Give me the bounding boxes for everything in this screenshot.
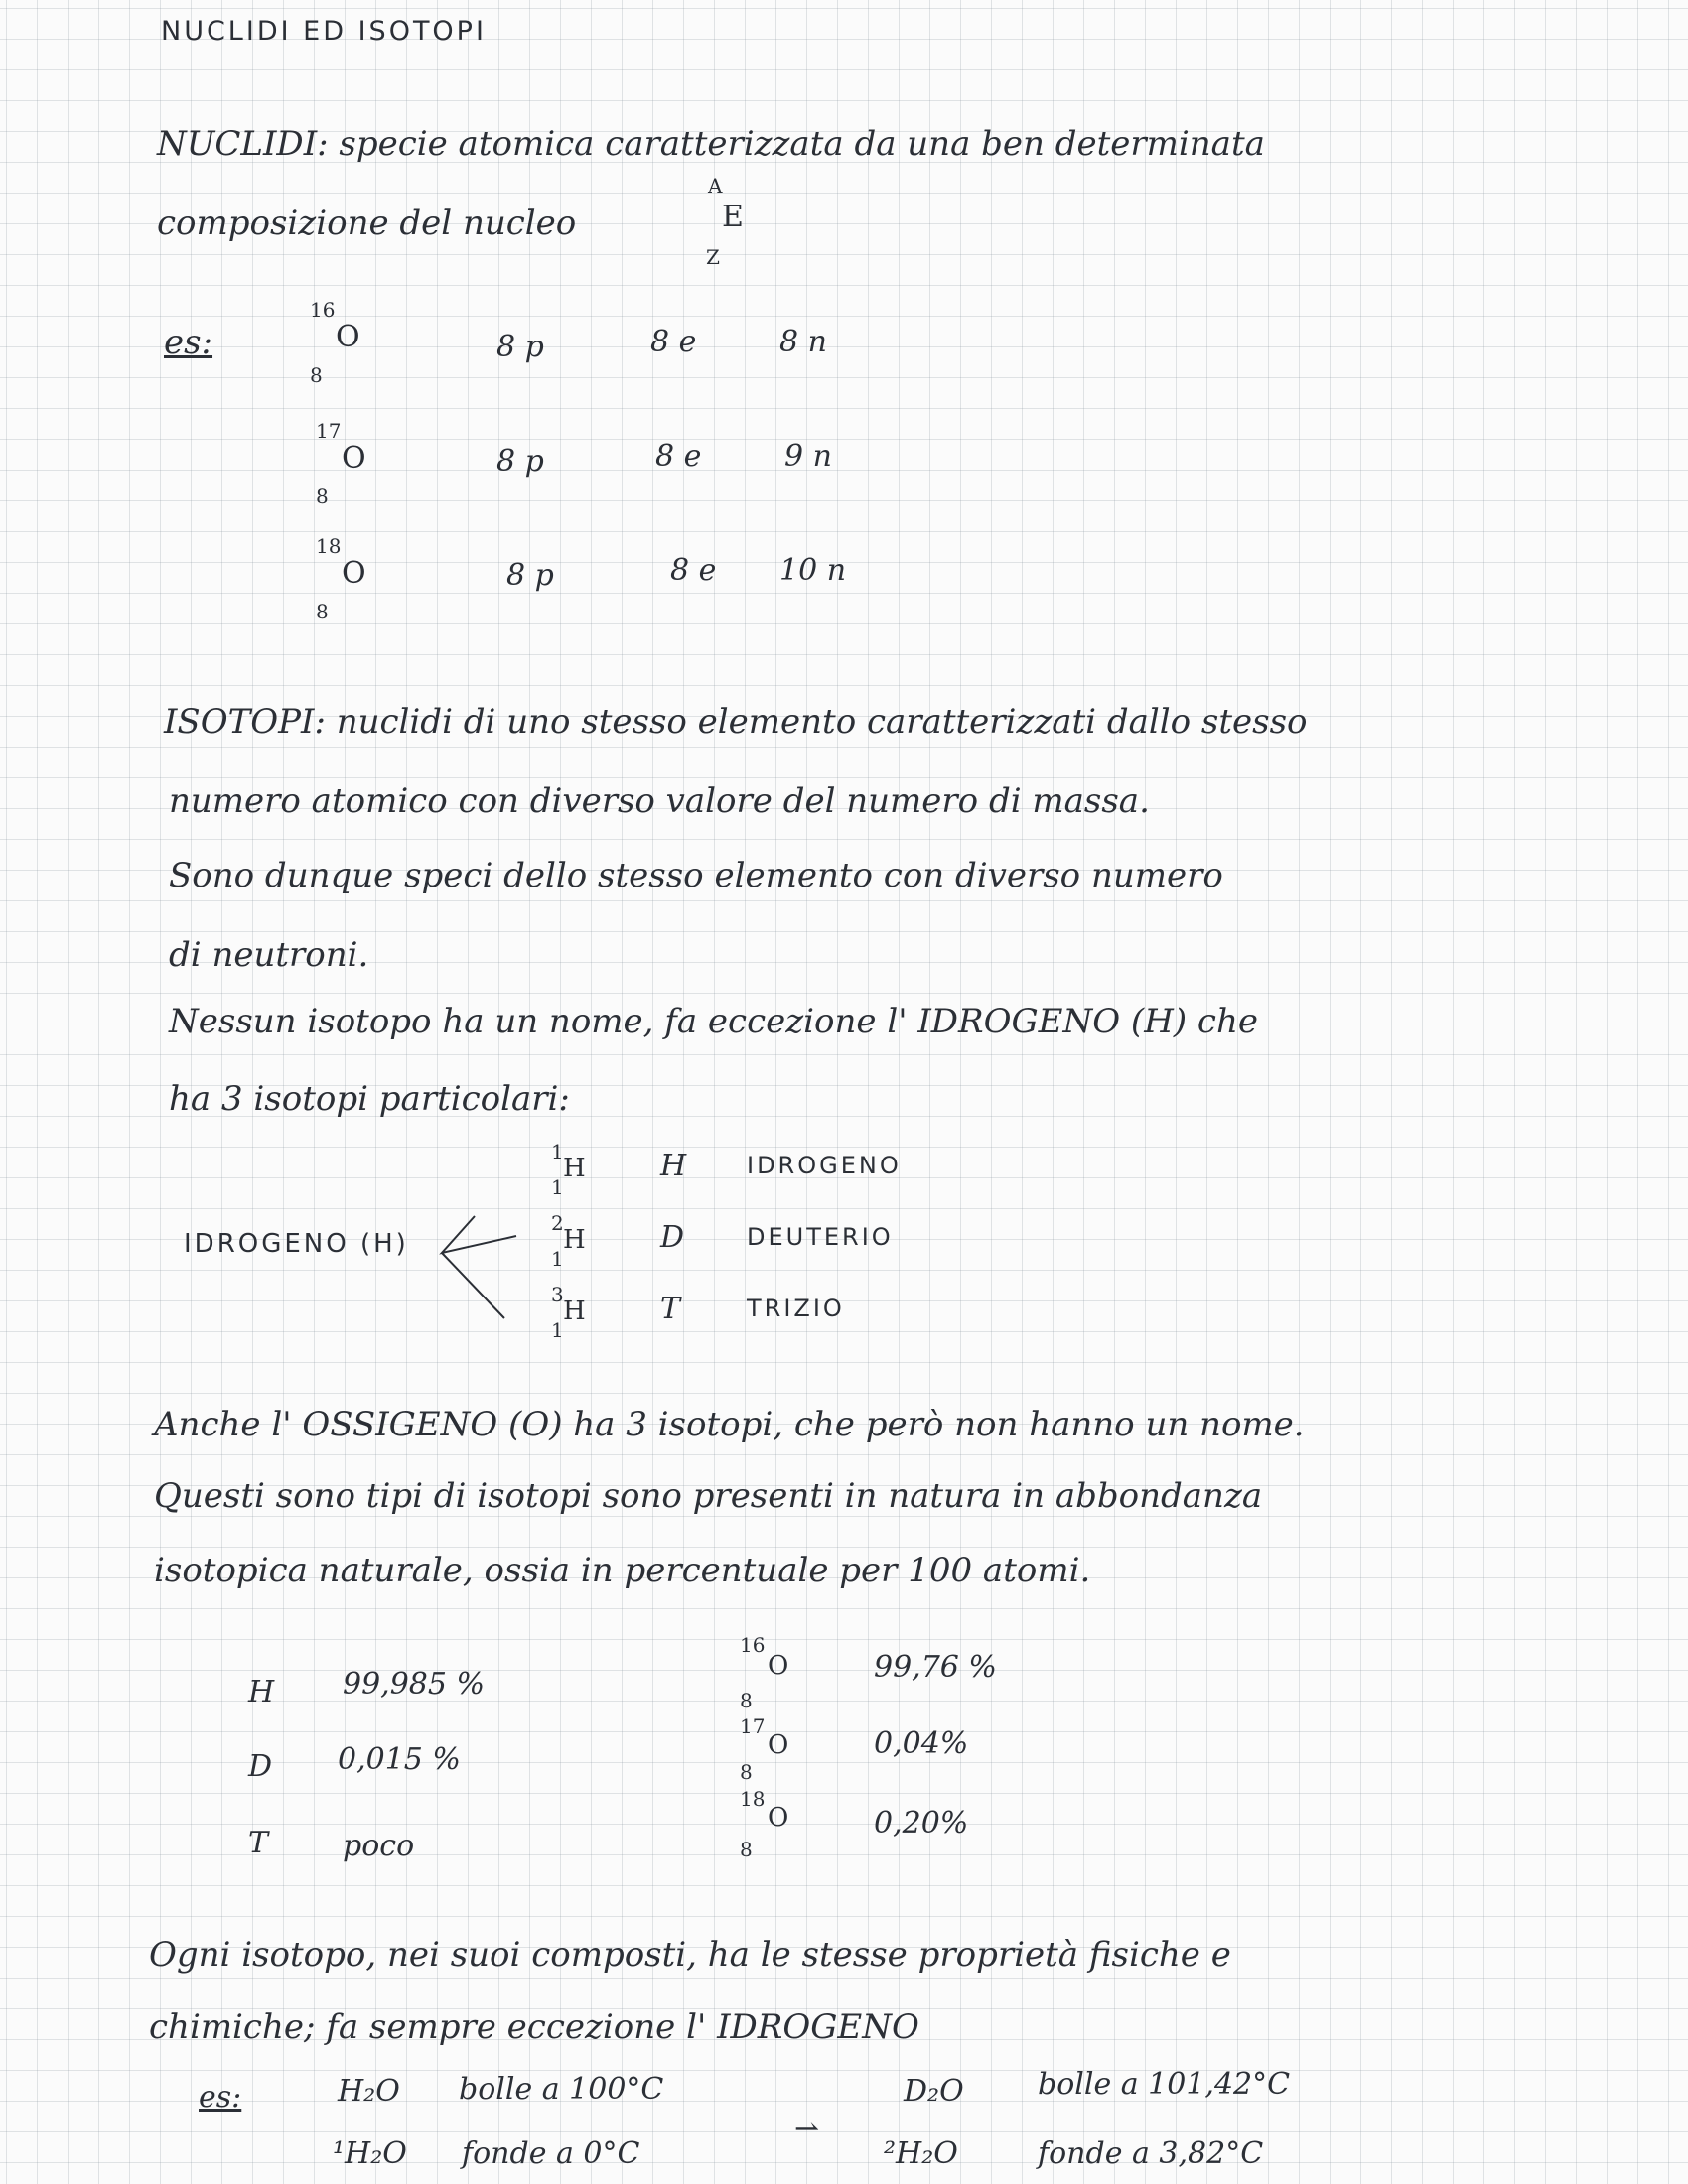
oxygen-16-electrons: 8 e [650, 325, 697, 359]
hydrogen-1-symbol: H [660, 1149, 687, 1183]
water-2h2o-formula: ²H₂O [884, 2136, 958, 2171]
water-d2o-boiling: bolle a 101,42°C [1038, 2067, 1291, 2102]
nuclide-notation: A E Z [706, 174, 744, 269]
nuclidi-definition-line2: composizione del nucleo [157, 204, 577, 243]
proprieta-line1: Ogni isotopo, nei suoi composti, ha le stesse proprietà fisiche e [149, 1935, 1231, 1975]
water-1h2o-melting: fonde a 0°C [462, 2136, 640, 2171]
oxygen-18-neutrons: 10 n [779, 553, 847, 588]
hydrogen-label: IDROGENO (H) [184, 1229, 409, 1259]
hydrogen-1-name: IDROGENO [747, 1152, 902, 1179]
abundance-o16-value: 99,76 % [874, 1650, 997, 1685]
hydrogen-2-name: DEUTERIO [747, 1223, 894, 1251]
isotopi-line3: Sono dunque speci dello stesso elemento con diverso numero [169, 856, 1223, 895]
page-title: NUCLIDI ED ISOTOPI [161, 16, 487, 47]
water-2h2o-melting: fonde a 3,82°C [1038, 2136, 1264, 2171]
hydrogen-1-notation: 1 H 1 [551, 1140, 586, 1199]
abundance-h-value: 99,985 % [343, 1667, 486, 1702]
abundance-o16-notation: 16 O 8 [740, 1633, 789, 1712]
hydrogen-3-name: TRIZIO [747, 1295, 845, 1322]
ossigeno-line1: Anche l' OSSIGENO (O) ha 3 isotopi, che però non hanno un nome. [154, 1405, 1305, 1444]
isotopi-line5: Nessun isotopo ha un nome, fa eccezione l' IDROGENO (H) che [169, 1002, 1258, 1041]
oxygen-16-neutrons: 8 n [779, 325, 827, 359]
water-example-label: es: [199, 2080, 242, 2115]
ossigeno-line2: Questi sono tipi di isotopi sono presenti in natura in abbondanza [154, 1476, 1263, 1516]
ossigeno-line3: isotopica naturale, ossia in percentuale per 100 atomi. [154, 1551, 1091, 1590]
abundance-o17-value: 0,04% [874, 1726, 969, 1761]
oxygen-17-protons: 8 p [496, 444, 544, 478]
abundance-t-value: poco [343, 1829, 415, 1863]
oxygen-17-electrons: 8 e [655, 439, 702, 474]
oxygen-17-neutrons: 9 n [784, 439, 832, 474]
arrow-icon: ⇀ [794, 2112, 820, 2146]
isotopi-line2: numero atomico con diverso valore del numero di massa. [169, 781, 1150, 821]
oxygen-16-notation: 16 O 8 [310, 298, 360, 387]
abundance-h-symbol: H [248, 1675, 275, 1709]
abundance-d-symbol: D [248, 1749, 273, 1784]
water-1h2o-formula: ¹H₂O [333, 2136, 407, 2171]
oxygen-18-notation: 18 O 8 [316, 534, 366, 623]
oxygen-16-protons: 8 p [496, 330, 544, 364]
example-label: es: [164, 323, 213, 362]
abundance-o17-notation: 17 O 8 [740, 1714, 789, 1784]
abundance-t-symbol: T [248, 1826, 269, 1860]
isotopi-line1: ISOTOPI: nuclidi di uno stesso elemento caratterizzati dallo stesso [164, 702, 1308, 742]
abundance-d-value: 0,015 % [338, 1742, 461, 1777]
oxygen-17-notation: 17 O 8 [316, 419, 366, 508]
water-h2o-boiling: bolle a 100°C [459, 2072, 664, 2107]
water-d2o-formula: D₂O [904, 2074, 964, 2109]
nuclidi-definition-line1: NUCLIDI: specie atomica caratterizzata da una ben determinata [157, 124, 1265, 164]
oxygen-18-electrons: 8 e [670, 553, 717, 588]
proprieta-line2: chimiche; fa sempre eccezione l' IDROGENO [149, 2007, 919, 2047]
abundance-o18-notation: 18 O 8 [740, 1787, 789, 1861]
isotopi-line6: ha 3 isotopi particolari: [169, 1079, 570, 1119]
hydrogen-2-notation: 2 H 1 [551, 1211, 586, 1271]
oxygen-18-protons: 8 p [506, 558, 554, 593]
hydrogen-3-notation: 3 H 1 [551, 1283, 586, 1342]
isotopi-line4: di neutroni. [169, 935, 369, 975]
hydrogen-3-symbol: T [660, 1292, 681, 1326]
hydrogen-2-symbol: D [660, 1220, 685, 1255]
abundance-o18-value: 0,20% [874, 1806, 969, 1841]
water-h2o-formula: H₂O [338, 2074, 400, 2109]
